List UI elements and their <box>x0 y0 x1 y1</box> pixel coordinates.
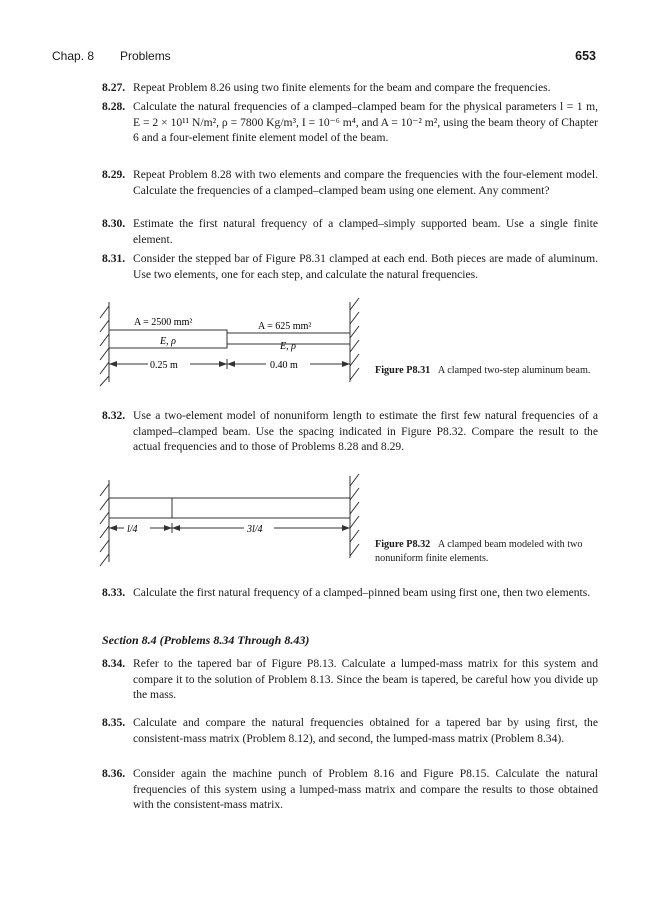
problem-number: 8.27. <box>102 81 126 94</box>
problem-8-28 <box>102 99 598 146</box>
problem-8-32 <box>102 408 598 455</box>
figure-p8-31 <box>94 296 364 388</box>
problem-8-31 <box>102 251 598 282</box>
figure-p8-32-caption <box>375 538 600 565</box>
length-left-label: l/4 <box>127 524 138 535</box>
problem-8-27 <box>102 80 598 96</box>
length-left-label: 0.25 m <box>150 360 178 371</box>
problem-number: 8.29. <box>102 168 126 181</box>
props-left-label: E, ρ <box>160 336 176 347</box>
area-right-label: A = 625 mm² <box>258 321 312 332</box>
problem-number: 8.32. <box>102 409 126 422</box>
problem-text: Consider again the machine punch of Problem 8.16 and Figure P8.15. Calculate the natural frequencies of this system using a lumped-mass matrix and compare the results to those obtained with the consistent-mass matrix. <box>133 767 598 812</box>
section-heading: Section 8.4 (Problems 8.34 Through 8.43) <box>102 633 310 647</box>
figure-p8-31-caption <box>375 364 600 378</box>
problem-text: Consider the stepped bar of Figure P8.31 clamped at each end. Both pieces are made of aluminum. Use two elements, one for each step, and calculate the natural frequencies. <box>133 252 598 281</box>
problem-number: 8.31. <box>102 252 126 265</box>
problem-8-29 <box>102 167 598 198</box>
figure-p8-32 <box>94 472 364 568</box>
problem-8-35 <box>102 715 598 746</box>
section-label: Problems <box>120 49 171 63</box>
problem-8-33 <box>102 585 598 601</box>
caption-label: Figure P8.32 <box>375 539 431 550</box>
caption-label: Figure P8.31 <box>375 365 431 376</box>
problem-text: Calculate and compare the natural frequencies obtained for a tapered bar by using first, the consistent-mass matrix (Problem 8.12), and second, the lumped-mass matrix (Problem 8.34). <box>133 716 598 745</box>
problem-text: Repeat Problem 8.26 using two finite elements for the beam and compare the frequencies. <box>133 81 551 94</box>
props-right-label: E, ρ <box>280 341 296 352</box>
page-number: 653 <box>575 49 596 63</box>
problem-text: Use a two-element model of nonuniform length to estimate the first few natural frequencies of a clamped–clamped beam. Use the spacing indicated in Figure P8.32. Compare the result to the actual frequencies and to those of Problems 8.28 and 8.29. <box>133 409 598 454</box>
area-left-label: A = 2500 mm² <box>134 317 193 328</box>
chapter-label: Chap. 8 <box>52 49 95 63</box>
problem-8-34 <box>102 656 598 703</box>
caption-text: A clamped two-step aluminum beam. <box>437 365 591 376</box>
problem-text: Refer to the tapered bar of Figure P8.13. Calculate a lumped-mass matrix for this system and compare it to the solution of Problem 8.13. Since the beam is tapered, be careful how you divide up the mass. <box>133 657 598 702</box>
problem-text: Repeat Problem 8.28 with two elements and compare the frequencies with the four-element model. Calculate the frequencies of a clamped–clamped beam using one element. Any comment? <box>133 168 598 197</box>
problem-number: 8.35. <box>102 716 126 729</box>
length-right-label: 3l/4 <box>247 524 263 535</box>
length-right-label: 0.40 m <box>270 360 298 371</box>
problem-8-30 <box>102 216 598 247</box>
problem-text: Calculate the first natural frequency of a clamped–pinned beam using first one, then two elements. <box>133 586 591 599</box>
problem-number: 8.36. <box>102 767 126 780</box>
problem-number: 8.34. <box>102 657 126 670</box>
problem-number: 8.30. <box>102 217 126 230</box>
problem-text: Calculate the natural frequencies of a clamped–clamped beam for the physical parameters l = 1 m, E = 2 × 10¹¹ N/m², ρ = 7800 Kg/m³, I = 10⁻⁶ m⁴, and A = 10⁻² m², using the beam theory of Chapter 6 and a four-element finite element model of the beam. <box>133 100 598 145</box>
problem-number: 8.33. <box>102 586 126 599</box>
problem-text: Estimate the first natural frequency of a clamped–simply supported beam. Use a single finite element. <box>133 217 598 246</box>
caption-text: A clamped beam modeled with two nonuniform finite elements. <box>375 539 583 564</box>
problem-number: 8.28. <box>102 100 126 113</box>
problem-8-36 <box>102 766 598 813</box>
